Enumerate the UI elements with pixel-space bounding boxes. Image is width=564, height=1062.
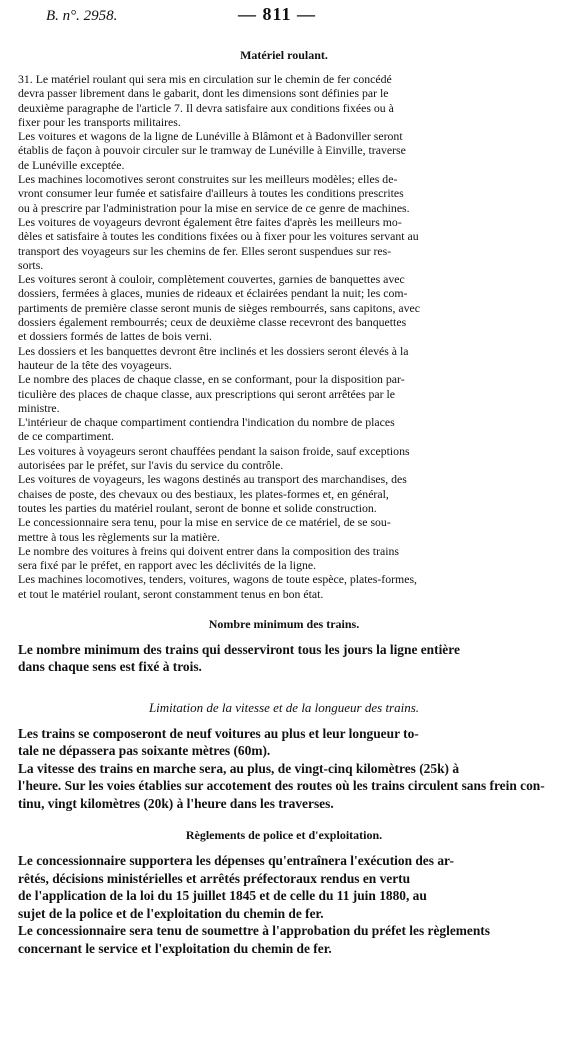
text-line: Les dossiers et les banquettes devront être inclinés et les dossiers seront élevés à la <box>18 343 409 358</box>
text-line: autorisées par le préfet, sur l'avis du service du contrôle. <box>18 458 284 473</box>
text-line: ticulière des places de chaque classe, aux prescriptions qui seront arrêtées par le <box>18 386 396 401</box>
text-line: sorts. <box>18 257 44 272</box>
text-line: Le nombre minimum des trains qui desserviront tous les jours la ligne entière <box>18 641 460 657</box>
text-line: tale ne dépassera pas soixante mètres (60m). <box>18 743 271 759</box>
text-line: chaises de poste, des chevaux ou des bestiaux, les plates-formes et, en général, <box>18 486 389 501</box>
text-line: ministre. <box>18 400 60 415</box>
text-line: Les voitures de voyageurs, les wagons destinés au transport des marchandises, des <box>18 472 407 487</box>
text-line: rêtés, décisions ministérielles et arrêtés préfectoraux rendus en vertu <box>18 870 411 886</box>
text-line: Les voitures à voyageurs seront chauffées pendant la saison froide, sauf exceptions <box>18 443 410 458</box>
section-title-materiel-roulant: Matériel roulant. <box>240 48 328 62</box>
text-line: l'heure. Sur les voies établies sur accotement des routes où les trains circulent sans frein con- <box>18 778 545 794</box>
section-body-nombre-trains <box>18 641 550 676</box>
text-line: sujet de la police et de l'exploitation du chemin de fer. <box>18 905 324 921</box>
section-title-nombre-trains: Nombre minimum des trains. <box>208 616 360 631</box>
text-line: mettre à tous les règlements sur la matière. <box>18 529 220 544</box>
text-line: devra passer librement dans le gabarit, dont les dimensions sont définies par le <box>18 86 389 101</box>
page-header <box>18 4 550 30</box>
text-line: ou à prescrire par l'administration pour la mise en service de ce genre de machines. <box>18 200 410 215</box>
text-line: Le concessionnaire supportera les dépenses qu'entraînera l'exécution des ar- <box>18 853 454 869</box>
text-line: Le nombre des places de chaque classe, en se conformant, pour la disposition par- <box>18 372 405 387</box>
text-line: hauteur de la tête des voyageurs. <box>18 357 172 372</box>
text-line: et tout le matériel roulant, seront constamment tenus en bon état. <box>18 586 324 601</box>
text-line: Les voitures seront à couloir, complètement couvertes, garnies de banquettes avec <box>18 272 405 287</box>
section-body-reglements <box>18 852 550 957</box>
text-line: 31. Le matériel roulant qui sera mis en circulation sur le chemin de fer concédé <box>18 72 392 86</box>
text-line: de Lunéville exceptée. <box>18 157 125 172</box>
section-title-limitation-vitesse: Limitation de la vitesse et de la longueur des trains. <box>148 699 420 715</box>
text-line: partiments de première classe seront munis de sièges rembourrés, sans capitons, avec <box>18 300 420 315</box>
text-line: La vitesse des trains en marche sera, au plus, de vingt-cinq kilomètres (25k) à <box>18 760 460 776</box>
section-title-reglements: Règlements de police et d'exploitation. <box>185 828 383 843</box>
text-line: Le nombre des voitures à freins qui doivent entrer dans la composition des trains <box>18 543 400 558</box>
text-line: de l'application de la loi du 15 juillet 1845 et de celle du 11 juin 1880, au <box>18 888 427 904</box>
section-body-materiel-roulant <box>18 72 550 601</box>
text-line: dossiers également rembourrés; ceux de deuxième classe recevront des banquettes <box>18 315 407 330</box>
text-line: transport des voyageurs sur les chemins de fer. Elles seront suspendues sur res- <box>18 243 392 258</box>
text-line: vront consumer leur fumée et satisfaire d'ailleurs à toutes les conditions prescrites <box>18 186 404 201</box>
section-body-limitation-vitesse <box>18 725 550 813</box>
text-line: Les voitures de voyageurs devront également être faites d'après les meilleurs mo- <box>18 214 402 229</box>
text-line: concernant le service et l'exploitation du chemin de fer. <box>18 940 332 956</box>
text-line: et dossiers formés de lattes de bois verni. <box>18 329 212 344</box>
text-line: L'intérieur de chaque compartiment contiendra l'indication du nombre de places <box>18 415 395 430</box>
text-line: fixer pour les transports militaires. <box>18 114 181 129</box>
text-line: toutes les parties du matériel roulant, seront de bonne et solide construction. <box>18 500 377 515</box>
bulletin-number: B. n°. 2958. <box>46 8 118 24</box>
text-line: Les voitures et wagons de la ligne de Lunéville à Blâmont et à Badonviller seront <box>18 129 403 144</box>
text-line: sera fixé par le préfet, en rapport avec les déclivités de la ligne. <box>18 558 317 573</box>
text-line: établis de façon à pouvoir circuler sur le tramway de Lunéville à Einville, traverse <box>18 143 406 158</box>
text-line: de ce compartiment. <box>18 429 114 444</box>
text-line: deuxième paragraphe de l'article 7. Il devra satisfaire aux conditions fixées ou à <box>18 100 394 115</box>
text-line: dossiers, fermées à glaces, munies de rideaux et éclairées pendant la nuit; les com- <box>18 286 408 301</box>
text-line: Le concessionnaire sera tenu de soumettre à l'approbation du préfet les règlements <box>18 923 490 939</box>
text-line: Le concessionnaire sera tenu, pour la mise en service de ce matériel, de se sou- <box>18 515 391 530</box>
text-line: Les machines locomotives, tenders, voitures, wagons de toute espèce, plates-formes, <box>18 572 418 587</box>
text-line: Les machines locomotives seront construites sur les meilleurs modèles; elles de- <box>18 172 398 187</box>
text-line: dèles et satisfaire à toutes les conditions fixées ou à fixer pour les voitures servant au <box>18 229 419 244</box>
text-line: tinu, vingt kilomètres (20k) à l'heure dans les traverses. <box>18 795 334 811</box>
text-line: dans chaque sens est fixé à trois. <box>18 659 202 675</box>
page-number: — 811 — <box>238 4 317 24</box>
text-line: Les trains se composeront de neuf voitures au plus et leur longueur to- <box>18 725 419 741</box>
